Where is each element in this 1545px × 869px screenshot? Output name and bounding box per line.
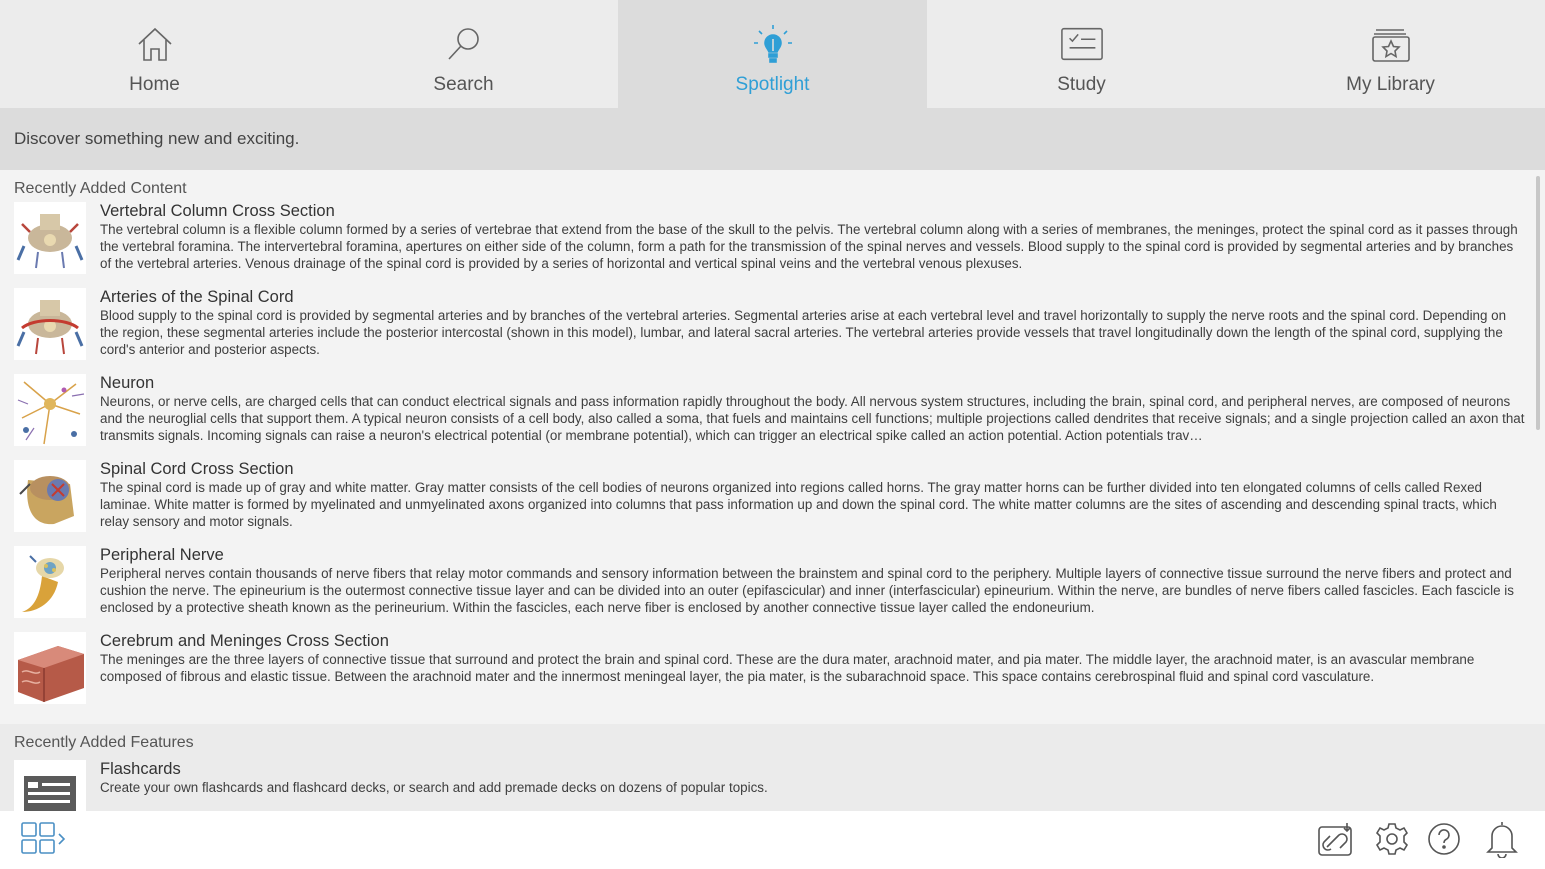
list-item[interactable]: [0, 284, 1545, 370]
help-button[interactable]: [1424, 821, 1464, 861]
tab-home[interactable]: [0, 0, 309, 108]
item-description: Blood supply to the spinal cord is provided by segmental arteries and by branches of the vertebral arteries. Segmental arteries arise at each vertebral level and travel horizontally to supply the nerve roots and the spinal cord. Depending on the region, these segmental arteries include the posterior intercostal (shown in this model), lumbar, and lateral sacral arteries. The vertebral arteries provide vessels that travel longitudinally down the length of the spinal cord, supplying the cord's anterior and posterior aspects.: [100, 308, 1507, 357]
list-item[interactable]: [0, 542, 1545, 628]
spotlight-content[interactable]: [0, 170, 1545, 811]
item-title: Cerebrum and Meninges Cross Section: [100, 632, 389, 650]
item-title: Flashcards: [100, 760, 181, 778]
item-title: Vertebral Column Cross Section: [100, 202, 335, 220]
app-grid-icon: [20, 821, 68, 862]
spinal-arteries-thumbnail: [14, 288, 86, 360]
offline-download-icon: [1317, 821, 1355, 862]
recently-added-features-section: [0, 724, 1545, 811]
neuron-thumbnail: [14, 374, 86, 446]
lightbulb-icon: [751, 22, 795, 66]
list-item[interactable]: [0, 370, 1545, 456]
checklist-icon: [1060, 22, 1104, 66]
item-title: Peripheral Nerve: [100, 546, 224, 564]
notifications-button[interactable]: [1482, 821, 1522, 861]
help-icon: [1426, 821, 1462, 862]
tab-spotlight[interactable]: [618, 0, 927, 108]
cerebrum-meninges-thumbnail: [14, 632, 86, 704]
notification-bell-icon: [1485, 820, 1519, 863]
section-title: Recently Added Features: [14, 734, 194, 751]
section-title: Recently Added Content: [14, 180, 187, 197]
item-title: Neuron: [100, 374, 155, 392]
app-grid-button[interactable]: [20, 821, 68, 861]
peripheral-nerve-thumbnail: [14, 546, 86, 618]
tab-label: My Library: [1346, 74, 1435, 95]
item-description: The vertebral column is a flexible column formed by a series of vertebrae that extend from the base of the skull to the pelvis. The vertebral column along with a series of membranes, the meninges, protect the spinal cord as it passes through the vertebral foramina. The intervertebral foramina, apertures on either side of the column, form a path for the transmission of the spinal nerves and vessels. Blood supply to the spinal cord is provided by segmental arteries and by branches of the vertebral arteries. Venous drainage of the spinal cord is provided by a series of horizontal and vertical spinal veins and the vertebral venous plexuses.: [100, 222, 1518, 271]
item-description: The meninges are the three layers of connective tissue that surround and protect the brain and spinal cord. These are the dura mater, arachnoid mater, and pia mater. The middle layer, the arachnoid mater, is an avascular membrane composed of fibrous and elastic tissue. Between the arachnoid mater and the innermost meningeal layer, the pia mater, is the subarachnoid space. This space contains cerebrospinal fluid and spinal cord vasculature.: [100, 652, 1475, 684]
item-description: Neurons, or nerve cells, are charged cells that can conduct electrical signals and pass information rapidly throughout the body. All nervous system structures, including the brain, spinal cord, and peripheral nerves, are composed of neurons and the neuroglial cells that support them. A typical neuron consists of a cell body, also called a soma, that fuels and maintains cell functions; multiple projections called dendrites that receive signals; and a single projection called an axon that transmits signals. Incoming signals can raise a neuron's electrical potential (or membrane potential), which can trigger an electrical spike called an action potential. Action potentials trav…: [100, 394, 1525, 443]
item-description: The spinal cord is made up of gray and white matter. Gray matter consists of the cell bodies of neurons organized into regions called horns. The gray matter horns can be further divided into ten elongated columns of cells called Rexed laminae. White matter is formed by myelinated and unmyelinated axons organized into columns that pass information up and down the spinal cord. The white matter columns are the sites of ascending and descending spinal tracts, which relay sensory and motor signals.: [100, 480, 1497, 529]
item-title: Spinal Cord Cross Section: [100, 460, 294, 478]
item-description: Create your own flashcards and flashcard decks, or search and add premade decks on dozens of popular topics.: [100, 780, 768, 795]
list-item[interactable]: [0, 752, 1545, 811]
tab-label: Search: [433, 74, 494, 95]
tab-search[interactable]: [309, 0, 618, 108]
item-description: Peripheral nerves contain thousands of nerve fibers that relay motor commands and sensory information between the brainstem and spinal cord to the periphery. Multiple layers of connective tissue surround the nerve fibers and protect and cushion the nerve. The epineurium is the outermost connective tissue layer and can be divided into an outer (epifascicular) and inner (interfascicular) epineurium. Within the nerve, are bundles of nerve fibers called fascicles. Each fascicle is enclosed by a protective sheath known as the perineurium. Within the fascicles, each nerve fiber is enclosed by another connective tissue layer called the endoneurium.: [100, 566, 1514, 615]
settings-button[interactable]: [1372, 821, 1412, 861]
tab-label: Home: [129, 74, 180, 95]
tab-study[interactable]: [927, 0, 1236, 108]
vertical-scrollbar[interactable]: [1536, 176, 1540, 430]
library-star-icon: [1369, 22, 1413, 66]
offline-download-button[interactable]: [1316, 821, 1356, 861]
settings-gear-icon: [1374, 821, 1410, 862]
bottom-toolbar: [0, 811, 1545, 869]
tab-my-library[interactable]: [1236, 0, 1545, 108]
banner-text: Discover something new and exciting.: [14, 129, 300, 148]
recently-added-content-section: [0, 170, 1545, 724]
spotlight-banner: [0, 108, 1545, 170]
list-item[interactable]: [0, 456, 1545, 542]
item-title: Arteries of the Spinal Cord: [100, 288, 294, 306]
vertebral-column-thumbnail: [14, 202, 86, 274]
tab-label: Study: [1057, 74, 1106, 95]
top-nav-tabs: [0, 0, 1545, 108]
spinal-cord-thumbnail: [14, 460, 86, 532]
list-item[interactable]: [0, 198, 1545, 284]
list-item[interactable]: [0, 628, 1545, 714]
search-icon: [442, 22, 486, 66]
tab-label: Spotlight: [735, 74, 810, 95]
home-icon: [133, 22, 177, 66]
flashcards-thumbnail: [14, 760, 86, 811]
